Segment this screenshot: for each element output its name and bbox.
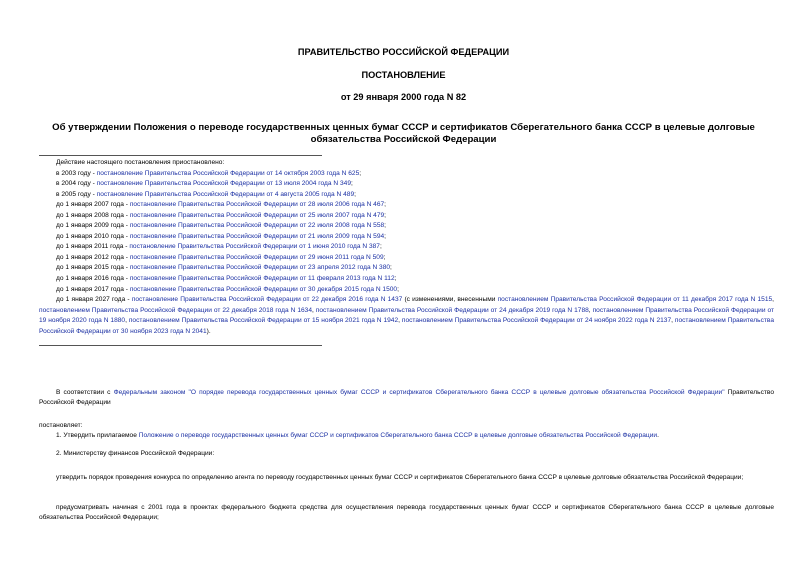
suspension-item-period: до 1 января 2007 года - <box>56 201 130 209</box>
suspension-item-suffix: ; <box>359 169 362 177</box>
suspension-link-2016[interactable]: постановление Правительства Российской Федерации от 22 декабря 2016 года N 1437 <box>131 296 403 304</box>
suspension-item <box>39 285 774 296</box>
suspension-item-period: до 1 января 2017 года - <box>56 285 130 293</box>
suspension-item-suffix: ; <box>384 211 387 219</box>
suspension-heading: Действие настоящего постановления приостановлено: <box>56 159 225 166</box>
suspension-item-link[interactable]: постановление Правительства Российской Федерации от 25 июля 2007 года N 479 <box>129 211 385 219</box>
preamble <box>39 388 774 408</box>
suspension-item-suffix: ; <box>384 222 387 230</box>
suspension-item-period: до 1 января 2008 года - <box>56 211 130 219</box>
suspension-item <box>39 169 774 180</box>
suspension-item-period: до 1 января 2015 года - <box>56 264 130 272</box>
last-item-sep-f: , <box>671 317 675 325</box>
suspension-item-period: в 2005 году - <box>56 190 97 198</box>
suspension-item-link[interactable]: постановление Правительства Российской Федерации от 29 июня 2011 года N 509 <box>129 253 384 261</box>
suspension-item-suffix: ; <box>394 275 397 283</box>
amendment-link-2023[interactable]: постановлением Правительства Российской Федерации от 30 ноября 2023 года N 2041 <box>39 317 774 335</box>
item-2-b <box>39 503 774 523</box>
regulation-link[interactable]: Положение о переводе государственных ценных бумаг СССР и сертификатов Сберегательного банка СССР в целевые долговые обязательства Российской Федерации <box>138 432 658 439</box>
item-2-text: 2. Министерству финансов Российской Федерации: <box>56 450 215 457</box>
last-item-end: ). <box>206 327 211 335</box>
suspension-list <box>39 169 774 296</box>
government-heading: ПРАВИТЕЛЬСТВО РОССИЙСКОЙ ФЕДЕРАЦИИ <box>297 47 510 57</box>
suspension-item-period: до 1 января 2016 года - <box>56 275 130 283</box>
last-item-prefix: до 1 января 2027 года - <box>56 296 132 304</box>
amendment-link-2019[interactable]: постановлением Правительства Российской Федерации от 24 декабря 2019 года N 1788 <box>315 306 589 314</box>
suspension-item-suffix: ; <box>383 253 386 261</box>
suspension-item-link[interactable]: постановление Правительства Российской Федерации от 28 июля 2006 года N 467 <box>129 201 385 209</box>
last-item-mid: (с изменениями, внесенными <box>402 296 498 304</box>
suspension-item-link[interactable]: постановление Правительства Российской Федерации от 11 февраля 2013 года N 112 <box>129 275 395 283</box>
suspension-item-link[interactable]: постановление Правительства Российской Федерации от 14 октября 2003 года N 625 <box>96 169 360 177</box>
last-item-sep-b: , <box>312 306 316 314</box>
amendment-link-2018[interactable]: постановлением Правительства Российской Федерации от 22 декабря 2018 года N 1634 <box>39 306 312 314</box>
suspension-note <box>39 158 774 337</box>
suspension-item-period: до 1 января 2011 года - <box>56 243 130 251</box>
suspension-item-suffix: ; <box>390 264 392 272</box>
suspension-item <box>39 232 774 243</box>
amendment-link-2017[interactable]: постановлением Правительства Российской Федерации от 11 декабря 2017 года N 1515 <box>497 296 773 304</box>
suspension-last-item <box>39 295 774 337</box>
amendment-link-2021[interactable]: постановлением Правительства Российской Федерации от 15 ноября 2021 года N 1942 <box>128 317 399 325</box>
suspension-item-link[interactable]: постановление Правительства Российской Федерации от 4 августа 2005 года N 489 <box>96 190 355 198</box>
federal-law-link[interactable]: Федеральным законом "О порядке перевода государственных ценных бумаг СССР и сертификатов Сберегательного банка СССР в целевые долговые обязательства Российской Федерации" <box>113 389 725 396</box>
resolves-text <box>39 421 774 431</box>
note-top-divider <box>39 155 322 156</box>
suspension-item <box>39 274 774 285</box>
preamble-suffix: Правительство Российской Федерации <box>39 389 774 406</box>
suspension-item <box>39 263 774 274</box>
document-type: ПОСТАНОВЛЕНИЕ <box>361 70 446 80</box>
item-1-prefix: 1. Утвердить прилагаемое <box>56 432 139 439</box>
amendment-link-2022[interactable]: постановлением Правительства Российской Федерации от 24 ноября 2022 года N 2137 <box>401 317 672 325</box>
suspension-item-link[interactable]: постановление Правительства Российской Федерации от 21 июля 2009 года N 594 <box>129 232 385 240</box>
suspension-item-suffix: ; <box>384 201 387 209</box>
suspension-item <box>39 211 774 222</box>
suspension-item-period: до 1 января 2012 года - <box>56 253 130 261</box>
suspension-item-period: в 2004 году - <box>56 180 97 188</box>
suspension-item-period: в 2003 году - <box>56 169 97 177</box>
last-item-sep-a: , <box>772 296 774 304</box>
suspension-item <box>39 253 774 264</box>
item-2 <box>39 449 774 459</box>
suspension-item-link[interactable]: постановление Правительства Российской Федерации от 1 июня 2010 года N 387 <box>129 243 380 251</box>
suspension-item-link[interactable]: постановление Правительства Российской Федерации от 13 июля 2004 года N 349 <box>96 180 351 188</box>
suspension-item <box>39 242 774 253</box>
suspension-item-suffix: ; <box>379 243 382 251</box>
suspension-item-suffix: ; <box>354 190 356 198</box>
suspension-item-link[interactable]: постановление Правительства Российской Федерации от 23 апреля 2012 года N 380 <box>129 264 391 272</box>
suspension-item <box>39 190 774 201</box>
suspension-item-period: до 1 января 2009 года - <box>56 222 130 230</box>
last-item-sep-e: , <box>398 317 402 325</box>
document-date-number: от 29 января 2000 года N 82 <box>340 92 467 102</box>
last-item-sep-c: , <box>588 306 593 314</box>
suspension-item-suffix: ; <box>384 232 387 240</box>
suspension-item-link[interactable]: постановление Правительства Российской Федерации от 22 июля 2008 года N 558 <box>129 222 385 230</box>
item-1-suffix: . <box>657 432 659 439</box>
suspension-item-suffix: ; <box>350 180 353 188</box>
preamble-prefix: В соответствии с <box>56 389 114 396</box>
item-2-a-text: утвердить порядок проведения конкурса по определению агента по переводу государственных ценных бумаг СССР и сертификатов Сберегательного банка СССР в целевые долговые обязательства Российской Федерации; <box>56 474 744 481</box>
suspension-item <box>39 179 774 190</box>
item-1 <box>39 431 774 441</box>
item-2-a <box>39 473 774 483</box>
suspension-item-link[interactable]: постановление Правительства Российской Федерации от 30 декабря 2015 года N 1500 <box>129 285 398 293</box>
suspension-item-period: до 1 января 2010 года - <box>56 232 130 240</box>
item-2-b-text: предусматривать начиная с 2001 года в проектах федерального бюджета средства для осуществления перевода государственных ценных бумаг СССР и сертификатов Сберегательного банка СССР в целевые долговые обязательства Российской Федерации; <box>39 504 774 521</box>
last-item-sep-d: , <box>125 317 129 325</box>
amendment-link-2020[interactable]: постановлением Правительства Российской Федерации от 19 ноября 2020 года N 1880 <box>39 306 775 325</box>
document-title: Об утверждении Положения о переводе государственных ценных бумаг СССР и сертификатов Сберегательного банка СССР в целевые долговые обязательства Российской Федерации <box>52 122 755 145</box>
resolves-label: постановляет: <box>39 422 83 429</box>
suspension-item <box>39 200 774 211</box>
suspension-item-suffix: ; <box>397 285 399 293</box>
suspension-item <box>39 221 774 232</box>
note-bottom-divider <box>39 345 322 346</box>
